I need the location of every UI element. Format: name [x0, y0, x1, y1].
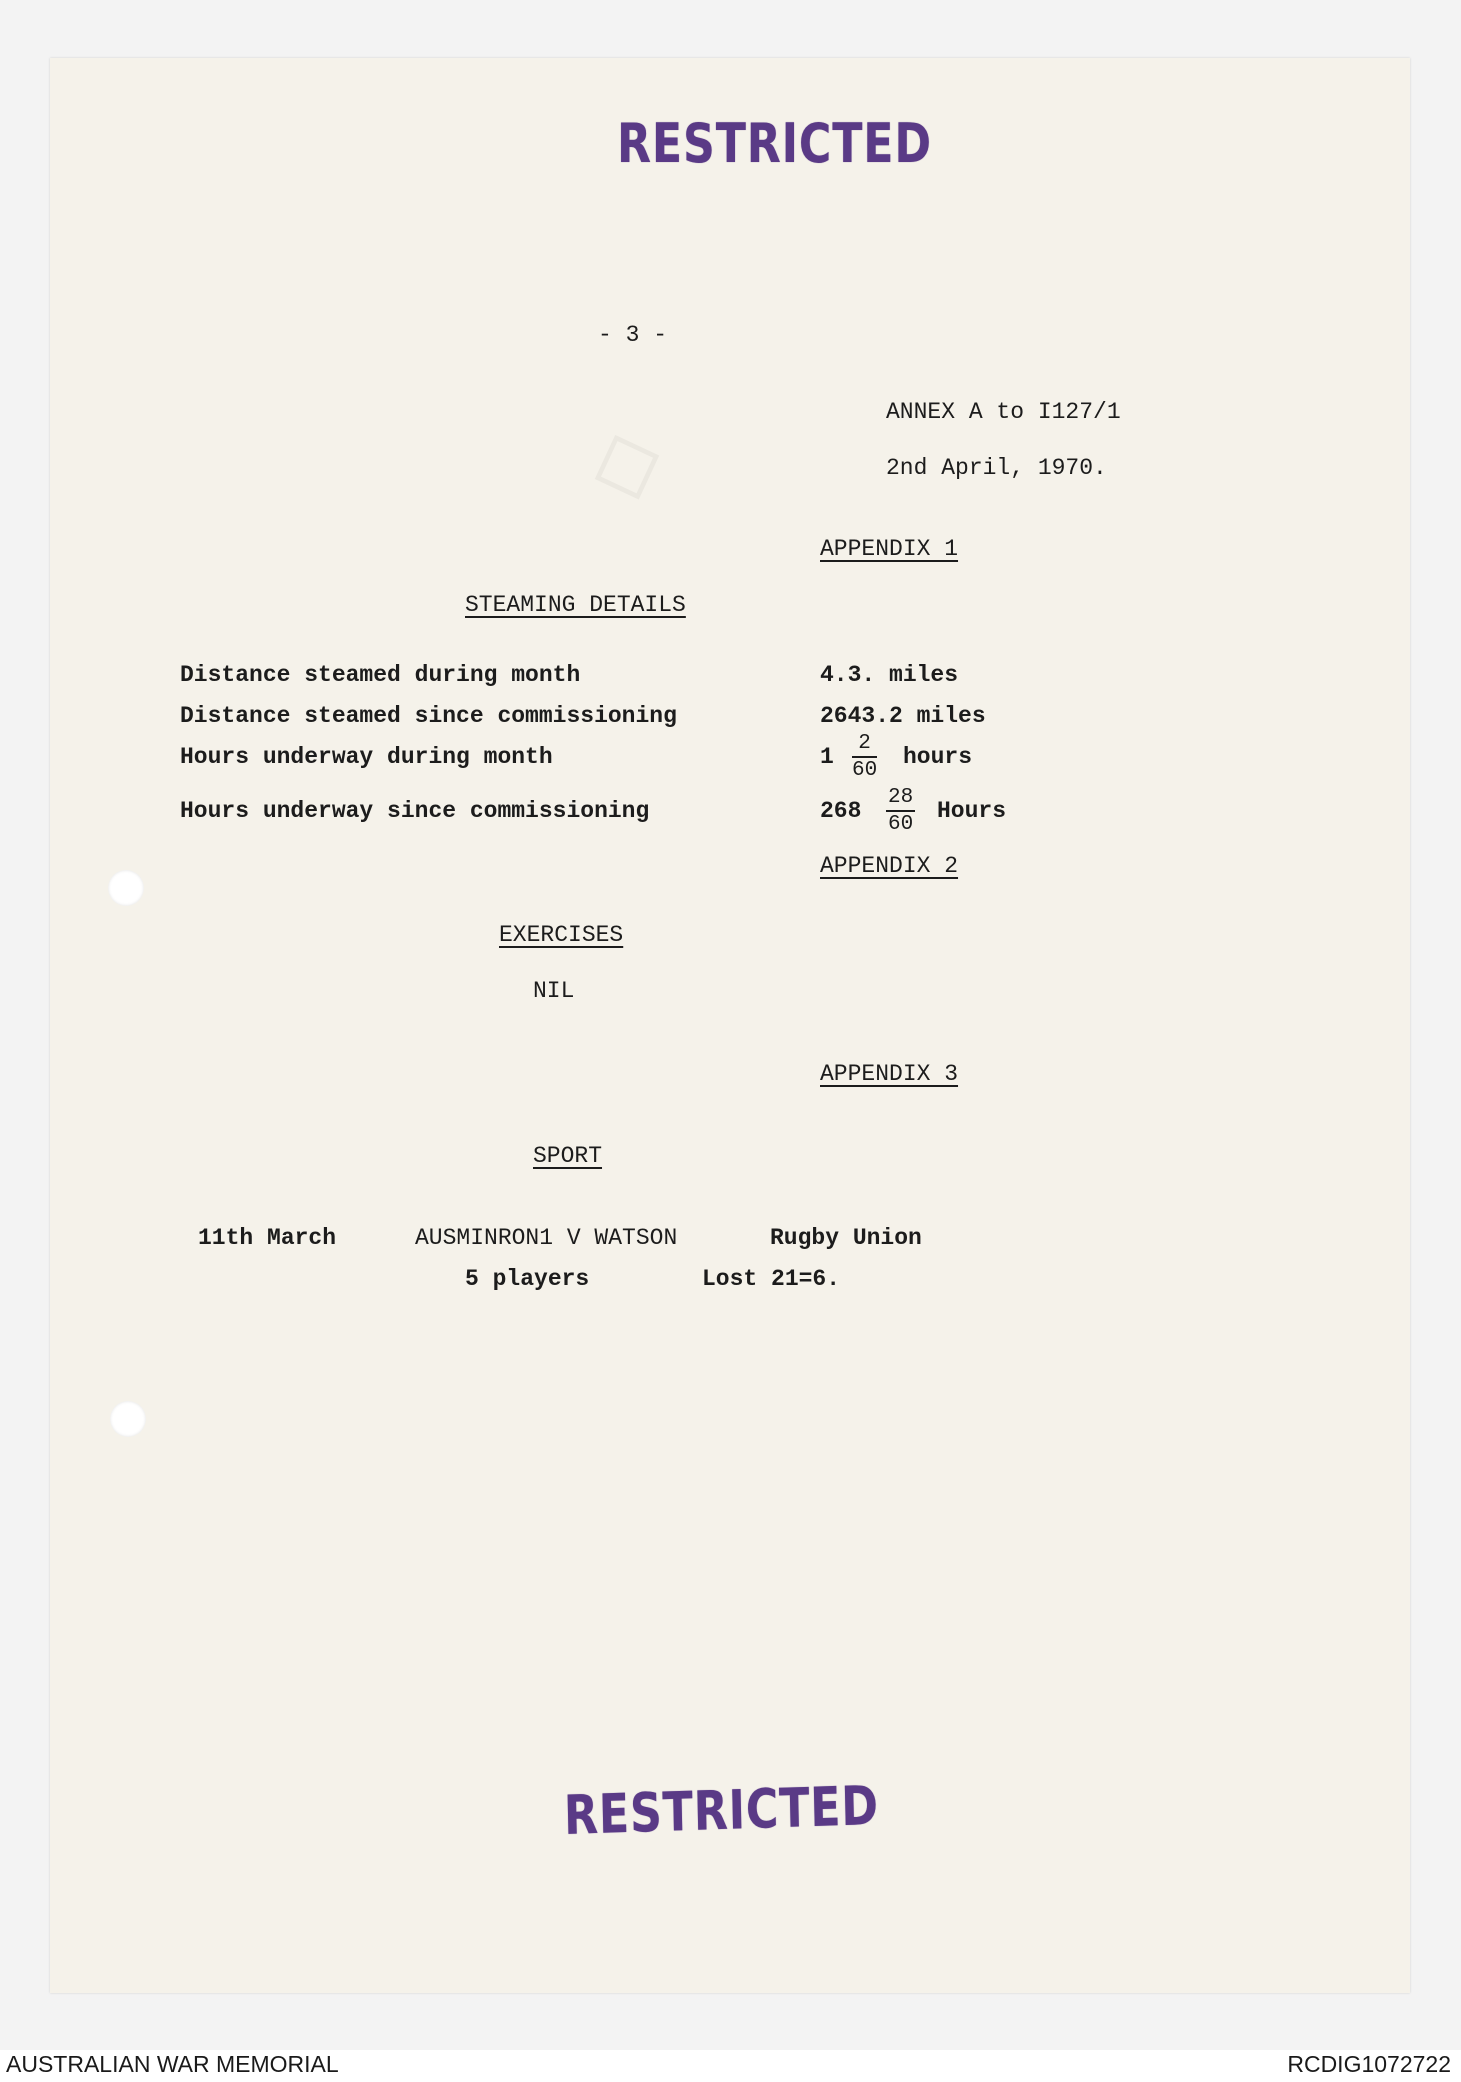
row-distance-month-label: Distance steamed during month	[180, 662, 581, 688]
row-hours-commissioning-label: Hours underway since commissioning	[180, 798, 650, 824]
annex-reference: ANNEX A to I127/1	[886, 399, 1121, 425]
row-distance-month-value: 4.3. miles	[820, 662, 959, 688]
steaming-details-heading: STEAMING DETAILS	[465, 592, 686, 618]
fraction-denominator: 60	[852, 759, 878, 782]
appendix-1-label: APPENDIX 1	[820, 536, 959, 562]
row-hours-commissioning-unit: Hours	[937, 798, 1007, 824]
row-hours-month-fraction	[852, 733, 877, 781]
exercises-heading: EXERCISES	[499, 922, 624, 948]
sport-result: Lost 21=6.	[702, 1266, 841, 1292]
row-hours-month-label: Hours underway during month	[180, 744, 553, 770]
fraction-denominator: 60	[888, 813, 914, 836]
document-date: 2nd April, 1970.	[886, 455, 1107, 481]
punch-hole-top	[108, 870, 144, 906]
punch-hole-bottom	[110, 1401, 146, 1437]
footer-record-id: RCDIG1072722	[1287, 2051, 1451, 2077]
emboss-seal-mark	[574, 399, 675, 521]
row-distance-commissioning-label: Distance steamed since commissioning	[180, 703, 677, 729]
row-hours-commissioning-whole: 268	[820, 798, 862, 824]
sport-match: AUSMINRON1 V WATSON	[415, 1225, 678, 1251]
document-page	[50, 58, 1410, 1993]
row-hours-month-whole: 1	[820, 744, 834, 770]
exercises-nil: NIL	[533, 978, 575, 1004]
sport-date: 11th March	[198, 1225, 337, 1251]
row-hours-month-unit: hours	[903, 744, 973, 770]
restricted-stamp-top: RESTRICTED	[617, 112, 932, 175]
sport-type: Rugby Union	[770, 1225, 922, 1251]
sport-heading: SPORT	[533, 1143, 603, 1169]
sport-players: 5 players	[465, 1266, 590, 1292]
fraction-numerator: 2	[852, 733, 877, 758]
page-number: - 3 -	[598, 322, 668, 348]
row-hours-commissioning-fraction	[886, 787, 915, 835]
footer-institution: AUSTRALIAN WAR MEMORIAL	[6, 2051, 339, 2077]
appendix-3-label: APPENDIX 3	[820, 1061, 959, 1087]
row-distance-commissioning-value: 2643.2 miles	[820, 703, 986, 729]
fraction-numerator: 28	[886, 787, 915, 812]
restricted-stamp-bottom: RESTRICTED	[563, 1773, 880, 1847]
appendix-2-label: APPENDIX 2	[820, 853, 959, 879]
